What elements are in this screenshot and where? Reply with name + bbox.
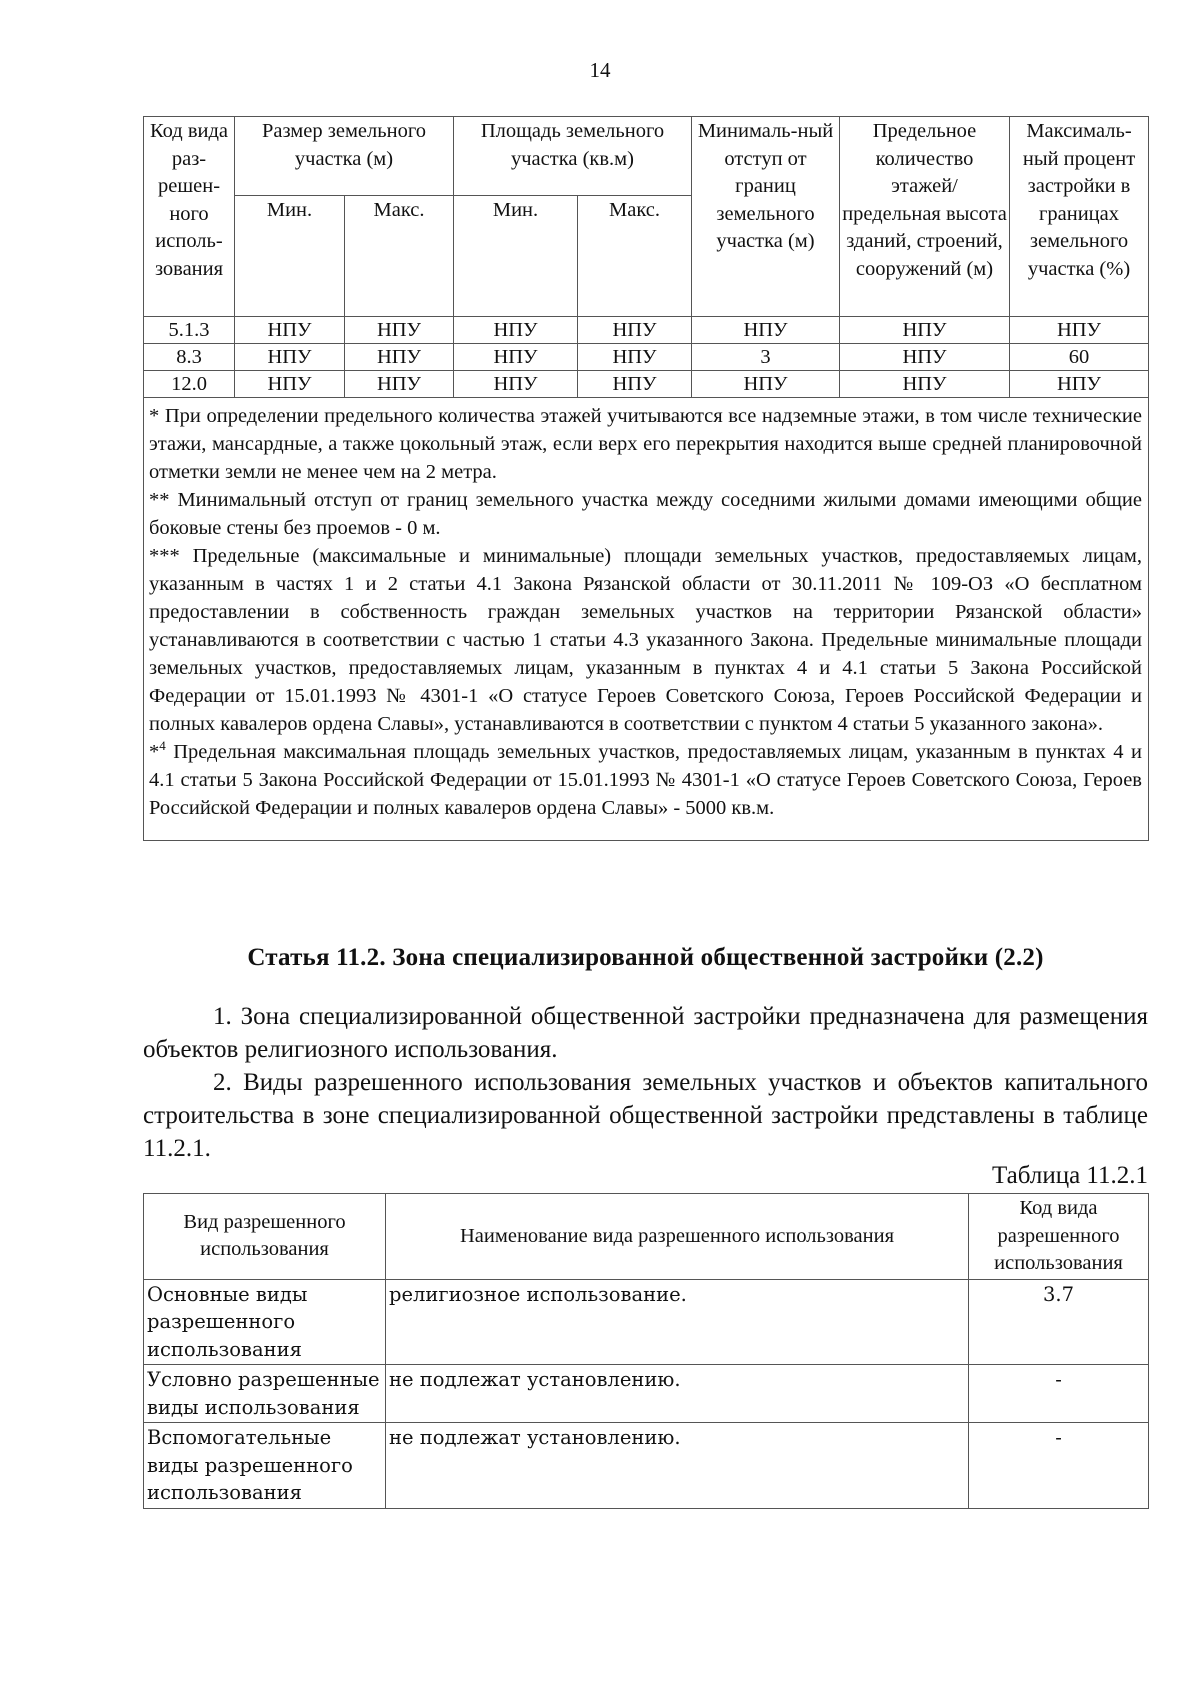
table-cell: НПУ [840, 317, 1010, 344]
table-cell: НПУ [692, 317, 840, 344]
table2-header-type: Вид разрешенного использования [144, 1194, 386, 1280]
table-cell: НПУ [454, 371, 578, 398]
table-cell: НПУ [235, 371, 345, 398]
table-row [144, 1279, 1149, 1365]
header-max-percent: Максималь-ный процент застройки в границах земельного участка (%) [1010, 117, 1149, 317]
table-cell: 3 [692, 344, 840, 371]
page-number: 14 [589, 58, 611, 82]
paragraph-2: 2. Виды разрешенного использования земельных участков и объектов капитального строительства в зоне специализированной общественной застройки представлены в таблице 11.2.1. [143, 1069, 1148, 1162]
table-cell: Условно разрешенные виды использования [144, 1365, 386, 1423]
table-cell: Основные виды разрешенного использования [144, 1279, 386, 1365]
table-cell: НПУ [1010, 371, 1149, 398]
table-cell: Вспомогательные виды разрешенного использования [144, 1423, 386, 1509]
footnote-2: ** Минимальный отступ от границ земельного участка между соседними жилыми домами имеющими общие боковые стены без проемов - 0 м. [149, 489, 1142, 539]
header-plot-size: Размер земельного участка (м) [235, 117, 454, 196]
table-cell: НПУ [840, 371, 1010, 398]
table-cell: НПУ [840, 344, 1010, 371]
header-area-max: Макс. [578, 196, 692, 317]
table-row [144, 344, 1149, 371]
table-cell: НПУ [235, 344, 345, 371]
table-cell: НПУ [235, 317, 345, 344]
table-cell: не подлежат установлению. [386, 1423, 969, 1509]
table-row [144, 317, 1149, 344]
footnote-4 [149, 738, 1142, 822]
header-size-max: Макс. [345, 196, 454, 317]
table-cell: 3.7 [969, 1279, 1149, 1365]
table-cell: НПУ [454, 344, 578, 371]
table-cell: 12.0 [144, 371, 235, 398]
table-row [144, 1423, 1149, 1509]
footnote-1: * При определении предельного количества этажей учитываются все надземные этажи, в том числе технические этажи, мансардные, а также цокольный этаж, если верх его перекрытия находится выше средней планировочной отметки земли не менее чем на 2 метра. [149, 405, 1142, 483]
table2-header-name: Наименование вида разрешенного использования [386, 1194, 969, 1280]
table-row [144, 371, 1149, 398]
table-cell: НПУ [578, 317, 692, 344]
table-cell: НПУ [345, 344, 454, 371]
header-plot-area: Площадь земельного участка (кв.м) [454, 117, 692, 196]
table2-header-code: Код вида разрешенного использования [969, 1194, 1149, 1280]
table-cell: НПУ [578, 344, 692, 371]
table-cell: НПУ [454, 317, 578, 344]
table-cell: - [969, 1423, 1149, 1509]
table-cell: 60 [1010, 344, 1149, 371]
table-cell: НПУ [578, 371, 692, 398]
header-size-min: Мин. [235, 196, 345, 317]
table-cell: - [969, 1365, 1149, 1423]
table-cell: НПУ [345, 317, 454, 344]
table-cell: 8.3 [144, 344, 235, 371]
table-cell: НПУ [1010, 317, 1149, 344]
header-code: Код вида раз-решен-ного исполь-зования [144, 117, 235, 317]
table-cell: 5.1.3 [144, 317, 235, 344]
table-cell: религиозное использование. [386, 1279, 969, 1365]
header-area-min: Мин. [454, 196, 578, 317]
header-min-indent: Минималь-ный отступ от границ земельного участка (м) [692, 117, 840, 317]
table-caption: Таблица 11.2.1 [992, 1162, 1148, 1189]
table-cell: не подлежат установлению. [386, 1365, 969, 1423]
header-max-floors: Предельное количество этажей/ предельная высота зданий, строений, сооружений (м) [840, 117, 1010, 317]
article-heading: Статья 11.2. Зона специализированной общественной застройки (2.2) [247, 944, 1044, 971]
table-row [144, 1365, 1149, 1423]
footnote-4-superscript: 4 [159, 738, 166, 754]
zoning-parameters-table [143, 116, 1149, 841]
footnote-4-marker: * [149, 741, 160, 763]
paragraph-1: 1. Зона специализированной общественной застройки предназначена для размещения объектов религиозного использования. [143, 1003, 1148, 1063]
footnote-4-text: Предельная максимальная площадь земельных участков, предоставляемых лицам, указанным в пунктах 4 и 4.1 статьи 5 Закона Российской Федерации от 15.01.1993 № 4301-1 «О статусе Героев Советского Союза, Героев Российской Федерации и полных кавалеров ордена Славы» - 5000 кв.м. [149, 741, 1142, 819]
table-cell: НПУ [692, 371, 840, 398]
footnote-3: *** Предельные (максимальные и минимальные) площади земельных участков, предоставляемых лицам, указанным в частях 1 и 2 статьи 4.1 Закона Рязанской области от 30.11.2011 № 109-ОЗ «О бесплатном предоставлении в собственность граждан земельных участков на территории Рязанской области» устанавливаются в соответствии с частью 1 статьи 4.3 указанного Закона. Предельные минимальные площади земельных участков, предоставляемых лицам, указанным в пунктах 4 и 4.1 статьи 5 Закона Российской Федерации от 15.01.1993 № 4301-1 «О статусе Героев Советского Союза, Героев Российской Федерации и полных кавалеров ордена Славы», устанавливаются в соответствии с пунктом 4 статьи 5 указанного закона». [149, 545, 1142, 735]
table-footnotes [144, 398, 1149, 841]
permitted-use-table [143, 1193, 1149, 1509]
table-cell: НПУ [345, 371, 454, 398]
